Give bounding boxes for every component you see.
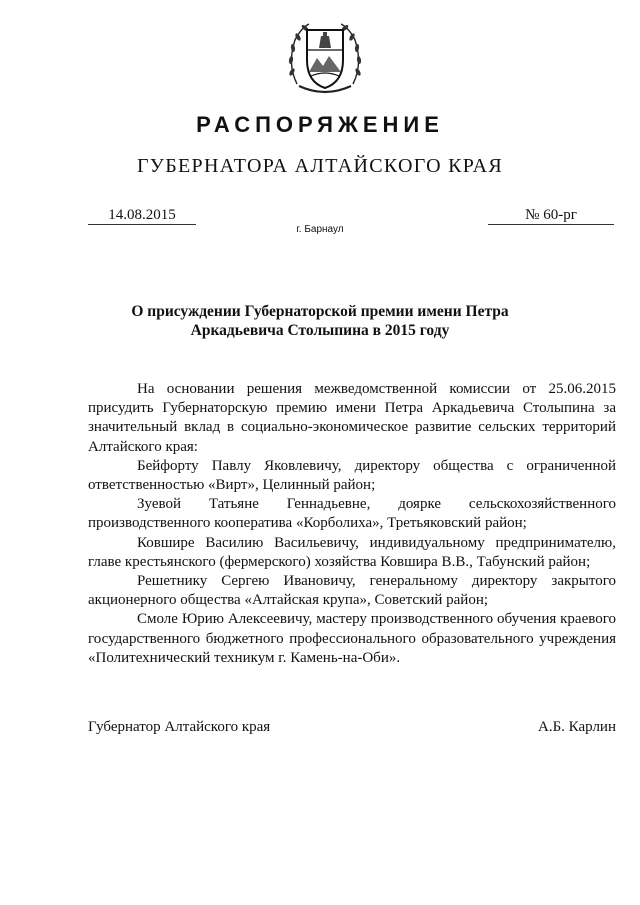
body-paragraph: Смоле Юрию Алексеевичу, мастеру производственного обучения краевого государственного бюджетного профессионального образовательного учреждения «Политехнический техникум г. Камень-на-Оби».	[88, 611, 616, 666]
body-paragraph: На основании решения межведомственной комиссии от 25.06.2015 присудить Губернаторскую премию имени Петра Аркадьевича Столыпина за значительный вклад в социально-экономическое развитие сельских территорий Алтайского края:	[88, 381, 616, 455]
document-heading: О присуждении Губернаторской премии имени Петра Аркадьевича Столыпина в 2015 году	[131, 303, 509, 339]
document-body	[88, 380, 616, 668]
signature-name: А.Б. Карлин	[537, 719, 616, 735]
document-issuer: ГУБЕРНАТОРА АЛТАЙСКОГО КРАЯ	[136, 155, 504, 177]
signature-position: Губернатор Алтайского края	[88, 719, 271, 735]
document-number: № 60-рг	[488, 206, 614, 225]
body-paragraph: Ковшире Василию Васильевичу, индивидуальному предпринимателю, главе крестьянского (фермерского) хозяйства Ковшира В.В., Табунский район;	[88, 534, 616, 570]
body-paragraph: Бейфорту Павлу Яковлевичу, директору общества с ограниченной ответственностью «Вирт», Целинный район;	[88, 457, 616, 494]
document-title: РАСПОРЯЖЕНИЕ	[196, 112, 444, 137]
document-date: 14.08.2015	[88, 206, 196, 225]
coat-of-arms-emblem	[283, 16, 367, 100]
document-city: г. Барнаул	[296, 224, 344, 235]
body-paragraph: Решетнику Сергею Ивановичу, генеральному директору закрытого акционерного общества «Алтайская крупа», Советский район;	[88, 573, 616, 609]
body-paragraph: Зуевой Татьяне Геннадьевне, доярке сельскохозяйственного производственного кооператива «Корболиха», Третьяковский район;	[88, 496, 616, 532]
